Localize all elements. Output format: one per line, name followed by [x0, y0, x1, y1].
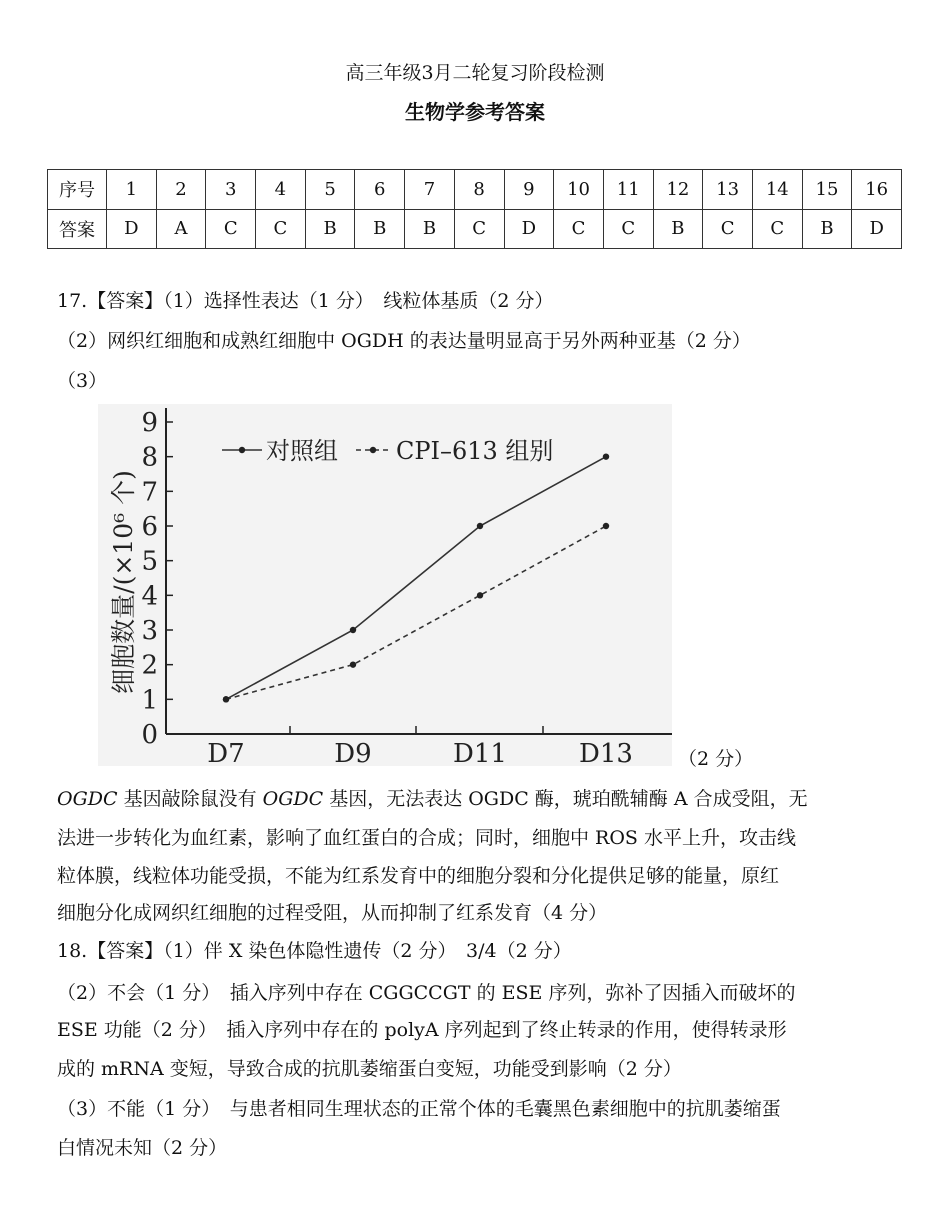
answer-cell: B — [653, 209, 703, 249]
para-text: 基因敲除鼠没有 — [117, 788, 263, 810]
para-text: 基因，无法表达 OGDC 酶，琥珀酰辅酶 A 合成受阻，无 — [323, 788, 808, 810]
legend-label-control: 对照组 — [266, 437, 338, 465]
q17-line-1: 17.【答案】（1）选择性表达（1 分） 线粒体基质（2 分） — [57, 290, 554, 312]
q17-para-line-1 — [57, 786, 808, 812]
data-point — [477, 592, 483, 598]
answer-cell: B — [355, 209, 405, 249]
question-number-cell: 14 — [752, 170, 802, 210]
answer-cell: D — [107, 209, 157, 249]
answer-cell: C — [554, 209, 604, 249]
answer-table-number-row — [48, 170, 902, 210]
row-label-answer: 答案 — [48, 209, 107, 249]
q18-line-2: （2）不会（1 分） 插入序列中存在 CGGCCGT 的 ESE 序列，弥补了因插入而破坏的 — [57, 982, 796, 1004]
y-axis-label: 细胞数量/(×10⁶ 个) — [109, 470, 138, 694]
question-number-cell: 16 — [852, 170, 902, 210]
question-number-cell: 11 — [603, 170, 653, 210]
q18-line-3: ESE 功能（2 分） 插入序列中存在的 polyA 序列起到了终止转录的作用，使得转录形 — [57, 1019, 787, 1041]
chart-score: （2 分） — [678, 748, 754, 770]
y-tick-label: 8 — [141, 442, 158, 473]
question-number-cell: 6 — [355, 170, 405, 210]
q18-line-1: 18.【答案】（1）伴 X 染色体隐性遗传（2 分） 3/4（2 分） — [57, 940, 572, 962]
cell-count-chart — [98, 404, 672, 766]
answer-cell: C — [603, 209, 653, 249]
y-tick-label: 3 — [141, 616, 158, 646]
legend-marker-cpi — [370, 447, 376, 453]
data-point — [477, 523, 483, 529]
q17-line-2: （2）网织红细胞和成熟红细胞中 OGDH 的表达量明显高于另外两种亚基（2 分） — [57, 330, 751, 352]
answer-table-answer-row — [48, 209, 902, 249]
series-line — [226, 526, 606, 699]
answer-cell: C — [703, 209, 753, 249]
question-number-cell: 8 — [454, 170, 504, 210]
q17-para-line-4: 细胞分化成网织红细胞的过程受阻，从而抑制了红系发育（4 分） — [57, 902, 608, 924]
q17-para-line-2: 法进一步转化为血红素，影响了血红蛋白的合成；同时，细胞中 ROS 水平上升，攻击线 — [57, 827, 796, 849]
data-point — [603, 453, 609, 459]
question-number-cell: 13 — [703, 170, 753, 210]
question-number-cell: 12 — [653, 170, 703, 210]
x-tick-label: D9 — [334, 739, 372, 766]
data-point — [603, 523, 609, 529]
question-number-cell: 3 — [206, 170, 256, 210]
gene-name: OGDC — [57, 788, 118, 810]
answer-cell: B — [802, 209, 852, 249]
legend-marker-control — [239, 447, 245, 453]
question-number-cell: 4 — [256, 170, 306, 210]
question-number-cell: 10 — [554, 170, 604, 210]
answer-cell: C — [454, 209, 504, 249]
question-number-cell: 5 — [305, 170, 355, 210]
y-tick-label: 2 — [141, 650, 158, 681]
x-tick-label: D13 — [579, 739, 633, 766]
answer-cell: C — [256, 209, 306, 249]
y-tick-label: 4 — [141, 581, 158, 612]
answer-cell: B — [305, 209, 355, 249]
gene-name: OGDC — [262, 788, 324, 810]
answer-cell: B — [405, 209, 455, 249]
legend-label-cpi: CPI–613 组别 — [396, 437, 554, 465]
y-tick-label: 0 — [141, 720, 158, 750]
data-point — [223, 696, 229, 702]
data-point — [350, 661, 356, 667]
question-number-cell: 7 — [405, 170, 455, 210]
answer-cell: C — [752, 209, 802, 249]
chart-svg — [98, 404, 672, 766]
subject-title: 生物学参考答案 — [405, 100, 545, 124]
q17-line-3: （3） — [57, 370, 108, 392]
series-line — [226, 457, 606, 700]
y-tick-label: 9 — [141, 408, 158, 438]
y-tick-label: 7 — [141, 477, 158, 508]
q18-line-5: （3）不能（1 分） 与患者相同生理状态的正常个体的毛囊黑色素细胞中的抗肌萎缩蛋 — [57, 1098, 781, 1120]
answer-cell: A — [156, 209, 206, 249]
q17-para-line-3: 粒体膜，线粒体功能受损，不能为红系发育中的细胞分裂和分化提供足够的能量，原红 — [57, 865, 780, 887]
question-number-cell: 1 — [107, 170, 157, 210]
row-label-number: 序号 — [48, 170, 107, 210]
question-number-cell: 9 — [504, 170, 554, 210]
x-tick-label: D11 — [453, 739, 507, 766]
y-tick-label: 6 — [141, 512, 158, 542]
answer-cell: D — [504, 209, 554, 249]
answer-table — [47, 169, 902, 249]
q18-line-4: 成的 mRNA 变短，导致合成的抗肌萎缩蛋白变短，功能受到影响（2 分） — [57, 1058, 682, 1080]
exam-title: 高三年级3月二轮复习阶段检测 — [345, 62, 605, 84]
y-tick-label: 5 — [141, 546, 158, 577]
answer-cell: D — [852, 209, 902, 249]
data-point — [350, 627, 356, 633]
question-number-cell: 2 — [156, 170, 206, 210]
answer-cell: C — [206, 209, 256, 249]
y-tick-label: 1 — [141, 685, 158, 716]
q18-line-6: 白情况未知（2 分） — [57, 1137, 228, 1159]
question-number-cell: 15 — [802, 170, 852, 210]
x-tick-label: D7 — [207, 739, 245, 766]
